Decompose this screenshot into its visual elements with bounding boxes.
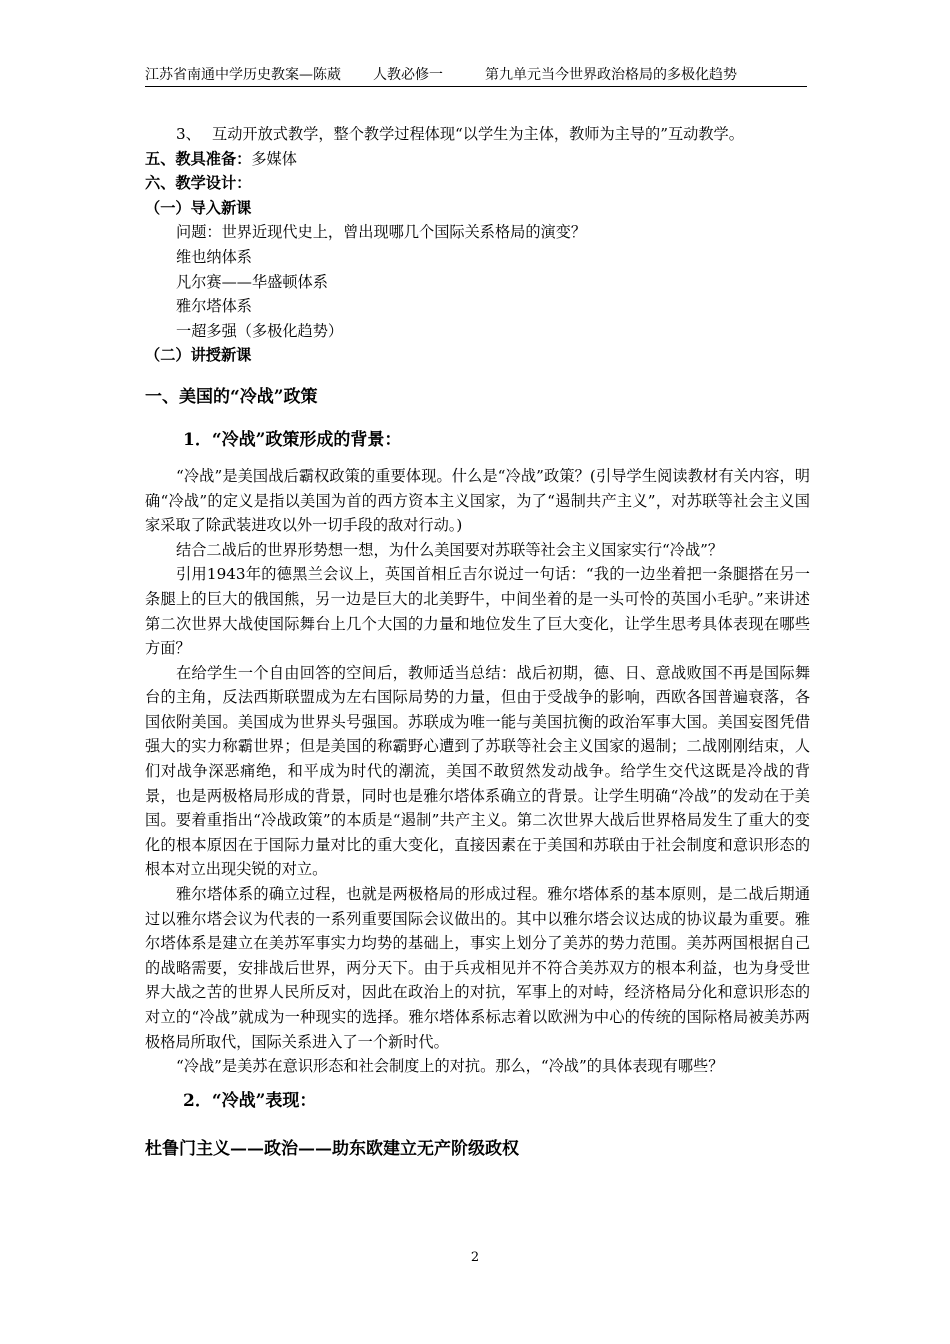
system-item: 凡尔赛——华盛顿体系 <box>176 272 328 291</box>
document-body <box>145 122 810 1180</box>
tools-label: 五、教具准备： <box>145 149 252 168</box>
method-item-3 <box>145 122 810 147</box>
tools-value: 多媒体 <box>251 149 297 168</box>
body-paragraph: 在给学生一个自由回答的空间后，教师适当总结：战后初期，德、日、意战败国不再是国际舞台的主角，反法西斯联盟成为左右国际局势的力量，但由于受战争的影响，西欧各国普遍衰落，各国依附美国。美国成为世界头号强国。苏联成为唯一能与美国抗衡的政治军事大国。美国妄图凭借强大的实力称霸世界；但是美国的称霸野心遭到了苏联等社会主义国家的遏制；二战刚刚结束，人们对战争深恶痛绝，和平成为时代的潮流，美国不敢贸然发动战争。给学生交代这既是冷战的背景，也是两极格局形成的背景，同时也是雅尔塔体系确立的背景。让学生明确“冷战”的发动在于美国。要着重指出“冷战政策”的本质是“遏制”共产主义。第二次世界大战后世界格局发生了重大的变化的根本原因在于国际力量对比的重大变化，直接因素在于美国和苏联由于社会制度和意识形态的根本对立出现尖锐的对立。 <box>145 663 810 879</box>
page-number: 2 <box>470 1250 480 1265</box>
header-unit: 第九单元当今世界政治格局的多极化趋势 <box>485 67 737 83</box>
body-paragraph: “冷战”是美国战后霸权政策的重要体现。什么是“冷战”政策？(引导学生阅读教材有关内容，明确“冷战”的定义是指以美国为首的西方资本主义国家，为了“遏制共产主义”，对苏联等社会主义国家采取了除武装进攻以外一切手段的敌对行动。) <box>145 466 810 535</box>
intro-question: 问题：世界近现代史上，曾出现哪几个国际关系格局的演变？ <box>176 223 587 242</box>
section-title-cold-war-policy: 一、美国的“冷战”政策 <box>145 386 318 407</box>
subsection-title-background: 1．“冷战”政策形成的背景： <box>183 429 402 450</box>
body-paragraph: “冷战”是美苏在意识形态和社会制度上的对抗。那么，“冷战”的具体表现有哪些？ <box>176 1057 724 1076</box>
item-text: 互动开放式教学，整个教学过程体现“以学生为主体，教师为主导的”互动教学。 <box>212 125 744 143</box>
tools-line <box>145 147 810 172</box>
header-book: 人教必修一 <box>373 67 443 83</box>
header-school: 江苏省南通中学历史教案—陈葳 <box>145 67 341 83</box>
teach-heading: （二）讲授新课 <box>145 346 252 365</box>
body-paragraph: 引用1943年的德黑兰会议上，英国首相丘吉尔说过一句话：“我的一边坐着把一条腿搭在另一条腿上的巨大的俄国熊，另一边是巨大的北美野牛，中间坐着的是一头可怜的英国小毛驴。”来讲述第二次世界大战使国际舞台上几个大国的力量和地位发生了巨大变化，让学生思考具体表现在哪些方面？ <box>145 565 810 658</box>
page-header <box>145 66 807 87</box>
system-item: 雅尔塔体系 <box>176 297 252 316</box>
truman-doctrine-title: 杜鲁门主义——政治——助东欧建立无产阶级政权 <box>145 1138 519 1159</box>
system-item: 一超多强（多极化趋势） <box>176 321 344 340</box>
system-item: 维也纳体系 <box>176 247 252 266</box>
body-paragraph: 结合二战后的世界形势想一想，为什么美国要对苏联等社会主义国家实行“冷战”？ <box>176 540 724 559</box>
body-paragraph: 雅尔塔体系的确立过程，也就是两极格局的形成过程。雅尔塔体系的基本原则，是二战后期通过以雅尔塔会议为代表的一系列重要国际会议做出的。其中以雅尔塔会议达成的协议最为重要。雅尔塔体系是建立在美苏军事实力均势的基础上，事实上划分了美苏的势力范围。美苏两国根据自己的战略需要，安排战后世界，两分天下。由于兵戎相见并不符合美苏双方的根本利益，也为身受世界大战之苦的世界人民所反对，因此在政治上的对抗，军事上的对峙，经济格局分化和意识形态的对立的“冷战”就成为一种现实的选择。雅尔塔体系标志着以欧洲为中心的传统的国际格局被美苏两极格局所取代，国际关系进入了一个新时代。 <box>145 885 810 1051</box>
intro-heading: （一）导入新课 <box>145 198 252 217</box>
design-heading: 六、教学设计： <box>145 174 252 193</box>
item-number: 3、 <box>176 125 201 143</box>
subsection-title-manifestations: 2．“冷战”表现： <box>183 1090 317 1111</box>
